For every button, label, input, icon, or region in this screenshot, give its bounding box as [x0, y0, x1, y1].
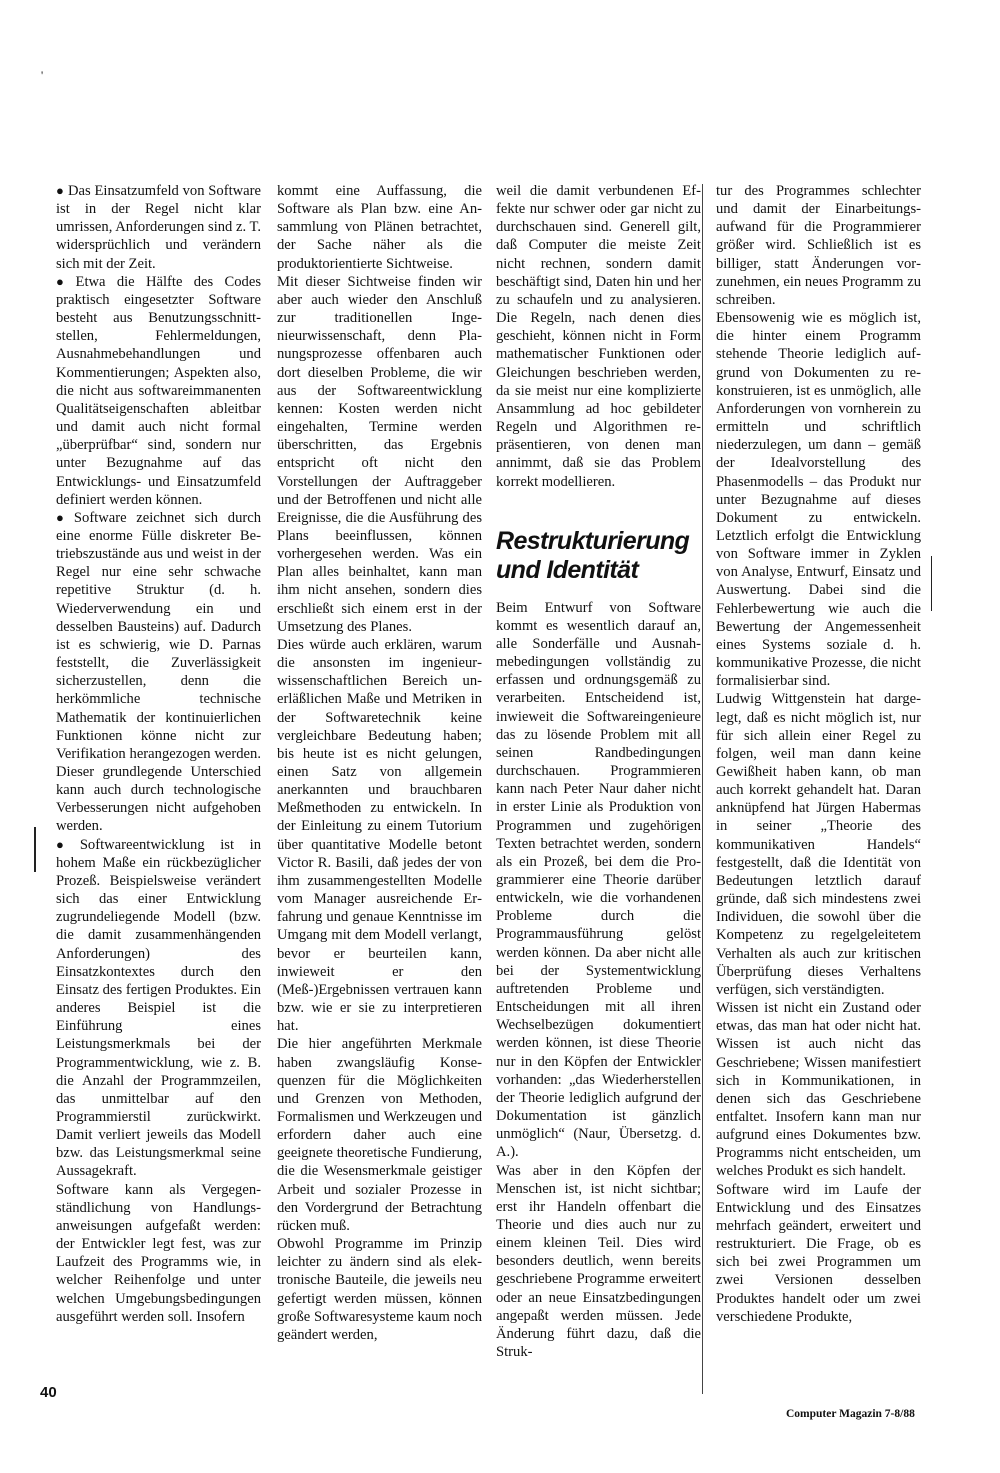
column-2: [277, 182, 482, 1344]
paragraph-text: Software zeichnet sich durch eine enorme Fülle diskreter Betriebszustände aus und weist in der Regel nur eine sehr schwache repetitive Struktur (d. h. Wiederverwendung ein und desselben Bausteins) auf. Dadurch ist es schwierig, wie D. Parnas feststellt, die Zuverlässigkeit sicherzustellen, denn die herkömmliche technische Mathematik der kontinuierlichen Funktionen könne nicht zur Verifikation herangezogen werden. Dieser grundlegende Unterschied kann auch durch technologische Verbesserungen nicht aufgehoben werden.: [56, 509, 261, 835]
paragraph-text: Softwareentwicklung ist in hohem Maße ein rückbezüglicher Prozeß. Beispielsweise verändert sich das einer Entwicklung zugrundeliegende Modell (bzw. die damit zusammenhängenden Anforderungen) des Einsatzkontextes durch den Einsatz des fertigen Produktes. Ein anderes Beispiel ist die Einführung eines Leistungsmerkmals bei der Programmentwicklung, wie z. B. die Anzahl der Programmzeilen, das unmittelbar auf den Programmierstil zurückwirkt. Damit verliert jeweils das Modell bzw. das Leistungsmerkmal seine Aussagekraft.: [56, 836, 261, 1180]
section-heading-line: Restrukturierung: [496, 526, 690, 555]
paragraph: Mit dieser Sichtweise finden wir aber auch wieder den Anschluß zur traditionellen Ingenieurwissenschaft, denn Planungsprozesse offenbaren auch dort dieselben Probleme, die wir aus der Softwareentwicklung kennen: Kosten werden nicht eingehalten, Termine werden überschritten, das Ergebnis entspricht oft nicht den Vorstellungen der Auftraggeber und der Betroffenen und nicht alle Ereignisse, die die Ausführung des Plans beeinflussen, können vorhergesehen werden. Was ein Plan alles beinhaltet, kann man ihm nicht ansehen, sondern dies erschließt sich einem erst in der Umsetzung des Planes.: [277, 273, 482, 635]
bullet-icon: ●: [56, 273, 72, 289]
paragraph: tur des Programmes schlechter und damit der Einarbeitungsaufwand für die Programmierer größer wird. Schließlich ist es billiger, statt Änderungen vorzunehmen, ein neues Programm zu schreiben.: [716, 183, 921, 308]
section-heading: [496, 527, 701, 585]
paragraph-text: Etwa die Hälfte des Codes praktisch eingesetzter Software besteht aus Benutzungsschnittstellen, Fehlermeldungen, Ausnahmebehandlungen und Kommentierungen; Aspekten also, die nicht aus softwareimmanenten Qualitätseigenschaften ableitbar und damit auch nicht formal „überprüfbar“ sind, sondern nur unter Bezugnahme auf das Entwicklungs- und Einsatzumfeld definiert werden können.: [56, 273, 262, 508]
paragraph: Die hier angeführten Merkmale haben zwangsläufig Konsequenzen für die Möglichkeiten und Grenzen von Methoden, Formalismen und Werkzeugen und erfordern daher auch eine geeignete theoretische Fundierung, die die Wesensmerkmale geistiger Arbeit und sozialer Prozesse in den Vordergrund der Betrachtung rücken muß.: [277, 1036, 482, 1234]
paragraph: [56, 273, 261, 509]
paragraph: Obwohl Programme im Prinzip leichter zu ändern sind als elektronische Bauteile, die jeweils neu gefertigt werden müssen, können große Softwaresysteme kaum noch geändert werden,: [277, 1236, 482, 1343]
column-4: [716, 182, 921, 1326]
column-3: [496, 182, 701, 1361]
paragraph: Software wird im Laufe der Entwicklung und des Einsatzes mehrfach geändert, erweitert und restrukturiert. Die Frage, ob es sich bei zwei Programmen um zwei Versionen desselben Produktes handelt oder um zwei verschiedene Produkte,: [716, 1181, 921, 1325]
paragraph: [56, 1181, 261, 1326]
paragraph: Dies würde auch erklären, warum die ansonsten im ingenieurwissenschaftlichen Bereich unerläßlichen Maße und Metriken in der Softwaretechnik keine vergleichbare Bedeutung haben; bis heute ist es nicht gelungen, einen Satz von allgemein anerkannten und brauchbaren Meßmethoden zu entwickeln. In der Einleitung zu einem Tutorium über quantitative Modelle betont Victor R. Basili, daß jedes der von ihm zusammengestellten Modelle vom Manager ausreichende Erfahrung und genaue Kenntnisse im Umgang mit dem Modell verlangt, bevor er beurteilen kann, inwieweit er den (Meß-)Ergebnissen vertrauen kann bzw. wie er sie zu interpretieren hat.: [277, 636, 482, 1035]
paragraph-text: Das Einsatzumfeld von Software ist in der Regel nicht klar umrissen, Anforderungen sind z. T. widersprüchlich und verändern sich mit der Zeit.: [56, 183, 261, 272]
margin-rule-right: [931, 556, 932, 611]
paragraph: [56, 836, 261, 1181]
paragraph: Beim Entwurf von Software kommt es wesentlich darauf an, alle Sonderfälle und Ausnahmebedingungen vollständig zu erfassen und ordnungsgemäß zu verarbeiten. Entscheidend ist, inwieweit die Softwareingenieure das zu lösende Problem mit all seinen Randbedingungen durchschauen. Programmieren kann nach Peter Naur daher nicht in erster Linie als Produktion von Programmen und zugehörigen Texten betrachtet werden, sondern als ein Prozeß, bei dem die Programmierer eine Theorie darüber entwickeln, wie die vorhandenen Probleme durch die Programmausführung gelöst werden können. Da aber nicht alle bei der Systementwicklung auftretenden Probleme und Entscheidungen mit all ihren Wechselbezügen dokumentiert werden können, ist diese Theorie nur in den Köpfen der Entwickler vorhanden: „das Wiederherstellen der Theorie lediglich aufgrund der Dokumentation ist gänzlich unmöglich“ (Naur, Übersetzg. d. A.).: [496, 599, 701, 1161]
section-heading-line: und Identität: [496, 555, 639, 584]
paragraph: Wissen ist nicht ein Zustand oder etwas, das man hat oder nicht hat. Wissen ist auch nicht das Geschriebene; Wissen manifestiert sich in Kommunikationen, in denen sich das Geschriebene entfaltet. Insofern kann man nur aufgrund eines Dokumentes bzw. Programms nicht entscheiden, um welches Produkt es sich handelt.: [716, 1000, 921, 1180]
bullet-icon: ●: [56, 183, 65, 198]
paragraph: kommt eine Auffassung, die Software als Plan bzw. eine Ansammlung von Plänen betrachtet, der Sache näher als die produktorientierte Sichtweise.: [277, 183, 482, 272]
column-1: [56, 182, 261, 1326]
paragraph: Was aber in den Köpfen der Menschen ist, ist nicht sichtbar; erst ihr Handeln offenbart die Theorie und dies auch nur zu einem kleinen Teil. Dies wird besonders deutlich, wenn bereits geschriebene Programme erweitert oder an neue Einsatzbedingungen angepaßt werden müssen. Jede Änderung führt dazu, daß die Struk-: [496, 1162, 701, 1361]
column-rule: [702, 184, 703, 1394]
paragraph-text: Software kann als Vergegenständlichung von Handlungsanweisungen aufgefaßt werden: der Entwickler legt fest, was zur Laufzeit des Programms wie, in welcher Reihenfolge und unter welchen Umgebungsbedingungen ausgeführt werden soll. Insofern: [56, 1181, 261, 1325]
bullet-icon: ●: [56, 509, 70, 525]
paragraph: [56, 182, 261, 273]
bullet-icon: ●: [56, 836, 76, 852]
paragraph: Ludwig Wittgenstein hat dargelegt, daß es nicht möglich ist, nur für sich allein einer Regel zu folgen, weil man dann keine Gewißheit haben kann, ob man auch korrekt gehandelt hat. Daran anknüpfend hat Jürgen Habermas in seiner „Theorie des kommunikativen Handels“ festgestellt, daß die Identität von Bedeutungen letztlich darauf gründe, daß sich mindestens zwei Individuen, die sowohl über die Kompetenz zu regelgeleitetem Verhalten als auch zur kritischen Überprüfung dieses Verhaltens verfügen, sich verständigten.: [716, 691, 921, 998]
page-number: 40: [40, 1384, 57, 1401]
paragraph: [56, 509, 261, 836]
footer-publication: Computer Magazin 7-8/88: [786, 1408, 915, 1420]
scan-speck: ': [41, 68, 44, 82]
paragraph: Ebensowenig wie es möglich ist, die hinter einem Programm stehende Theorie lediglich aufgrund von Dokumenten zu rekonstruieren, ist es unmöglich, alle Anforderungen von vornherein zu ermitteln und schriftlich niederzulegen, um dann – gemäß der Idealvorstellung des Phasenmodells – das Produkt nur unter Bezugnahme auf dieses Dokument zu entwickeln. Letztlich erfolgt die Entwicklung von Software immer in Zyklen von Analyse, Entwurf, Einsatz und Auswertung. Dabei sind die Fehlerbewertung wie auch die Bewertung der Angemessenheit eines Systems soziale d. h. kommunikative Prozesse, die nicht formalisierbar sind.: [716, 310, 921, 690]
paragraph: weil die damit verbundenen Effekte nur schwer oder gar nicht zu durchschauen sind. Generell gilt, daß Computer die meiste Zeit nicht rechnen, sondern damit beschäftigt sind, Daten hin und her zu schaufeln und zu analysieren. Die Regeln, nach denen dies geschieht, können nicht in Form mathematischer Funktionen oder Gleichungen beschrieben werden, da sie meist nur eine komplizierte Ansammlung ad hoc gebildeter Regeln und Algorithmen repräsentieren, von denen man annimmt, daß sie das Problem korrekt modellieren.: [496, 183, 701, 490]
margin-rule-left: [34, 827, 36, 872]
